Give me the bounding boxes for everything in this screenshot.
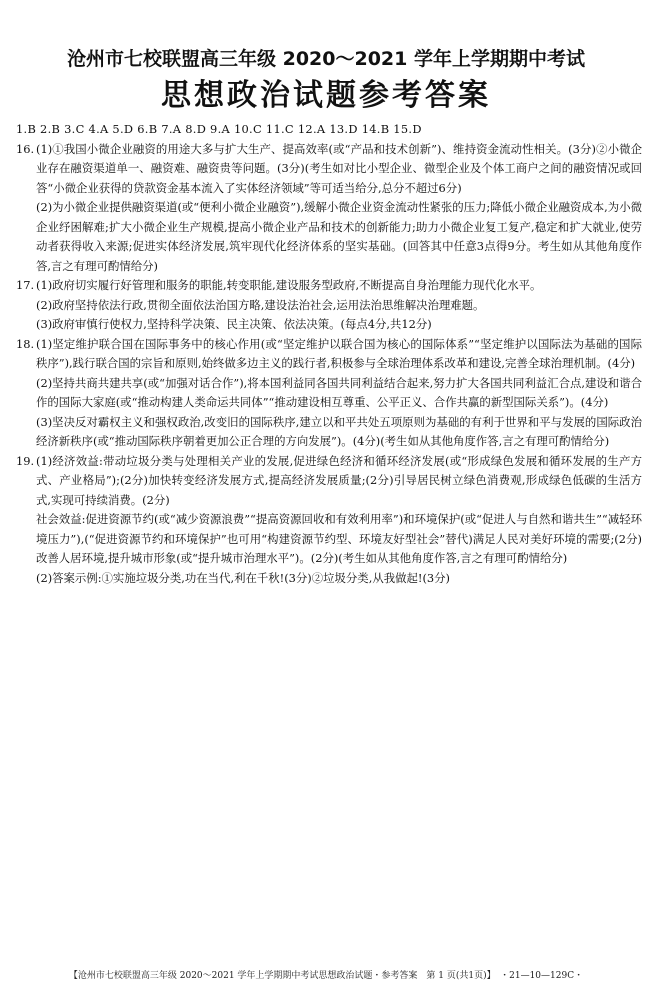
question-17 [16,276,642,335]
document-title-line1: 沧州市七校联盟高三年级 2020～2021 学年上学期期中考试 [67,48,585,70]
answer-paragraph: (2)为小微企业提供融资渠道(或“便利小微企业融资”),缓解小微企业资金流动性紧张的压力;降低小微企业融资成本,为小微企业纾困解难;扩大小微企业生产规模,提高小微企业产品和技术的创新能力;助力小微企业复工复产,稳定和扩大就业,使劳动者获得收入来源;促进实体经济发展,筑牢现代化经济体系的坚实基础。(回答其中任意3点得9分。考生如从其他角度作答,言之有理可酌情给分) [36,200,642,273]
answer-paragraph: (1)坚定维护联合国在国际事务中的核心作用(或“坚定维护以联合国为核心的国际体系”“坚定维护以国际法为基础的国际秩序”),践行联合国的宗旨和原则,始终做多边主义的践行者,积极参与全球治理体系改革和建设,完善全球治理机制。(4分) [36,336,642,370]
document-body [16,120,642,588]
answer-paragraph: 社会效益:促进资源节约(或“减少资源浪费”“提高资源回收和有效利用率”)和环境保护(或“促进人与自然和谐共生”“减轻环境压力”),(“促进资源节约和环境保护”也可用“构建资源节约型、环境友好型社会”替代)满足人民对美好环境的需要;(2分)改善人居环境,提升城市形象(或“提升城市治理水平”)。(2分)(考生如从其他角度作答,言之有理可酌情给分) [36,512,642,565]
question-19 [16,452,642,589]
question-number: 19. [16,453,35,468]
answer-paragraph: (1)①我国小微企业融资的用途大多与扩大生产、提高效率(或“产品和技术创新”)、维持资金流动性相关。(3分)②小微企业存在融资渠道单一、融资难、融资贵等问题。(3分)(考生如对比小型企业、微型企业及个体工商户之间的融资情况或回答“小微企业获得的贷款资金基本流入了实体经济领域”等可适当给分,总分不超过6分) [36,141,642,195]
multiple-choice-answers: 1.B 2.B 3.C 4.A 5.D 6.B 7.A 8.D 9.A 10.C 11.C 12.A 13.D 14.B 15.D [16,122,422,136]
answer-paragraph: (2)坚持共商共建共享(或“加强对话合作”),将本国利益同各国共同利益结合起来,努力扩大各国共同利益汇合点,建设和谐合作的国际大家庭(或“推动构建人类命运共同体”“推动建设相互尊重、公平正义、合作共赢的新型国际关系”)。(4分) [36,375,642,409]
page-footer: 【沧州市七校联盟高三年级 2020～2021 学年上学期期中考试思想政治试题・参考答案 第 1 页(共1页)】 ・21—10—129C・ [68,971,584,981]
question-number: 17. [16,278,35,292]
answer-paragraph: (1)经济效益:带动垃圾分类与处理相关产业的发展,促进绿色经济和循环经济发展(或“形成绿色发展和循环发展的生产方式、产业格局”);(2分)加快转变经济发展方式,提高经济发展质量;(2分)引导居民树立绿色消费观,形成绿色低碳的生活方式,实现可持续消费。(2分) [36,453,642,507]
answer-paragraph: (2)答案示例:①实施垃圾分类,功在当代,利在千秋!(3分)②垃圾分类,从我做起!(3分) [36,570,450,585]
answer-paragraph: (1)政府切实履行好管理和服务的职能,转变职能,建设服务型政府,不断提高自身治理能力现代化水平。 [36,278,542,292]
answer-paragraph: (2)政府坚持依法行政,贯彻全面依法治国方略,建设法治社会,运用法治思维解决治理难题。 [36,297,485,312]
document-title-line2: 思想政治试题参考答案 [161,78,491,113]
answer-paragraph: (3)政府审慎行使权力,坚持科学决策、民主决策、依法决策。(每点4分,共12分) [36,317,432,331]
question-number: 16. [16,141,35,156]
answer-paragraph: (3)坚决反对霸权主义和强权政治,改变旧的国际秩序,建立以和平共处五项原则为基础的有利于世界和平与发展的国际政治经济新秩序(或“推动国际秩序朝着更加公正合理的方向发展”)。(4分)(考生如从其他角度作答,言之有理可酌情给分) [36,414,642,448]
question-16 [16,140,642,277]
question-18 [16,335,642,452]
question-number: 18. [16,336,35,351]
